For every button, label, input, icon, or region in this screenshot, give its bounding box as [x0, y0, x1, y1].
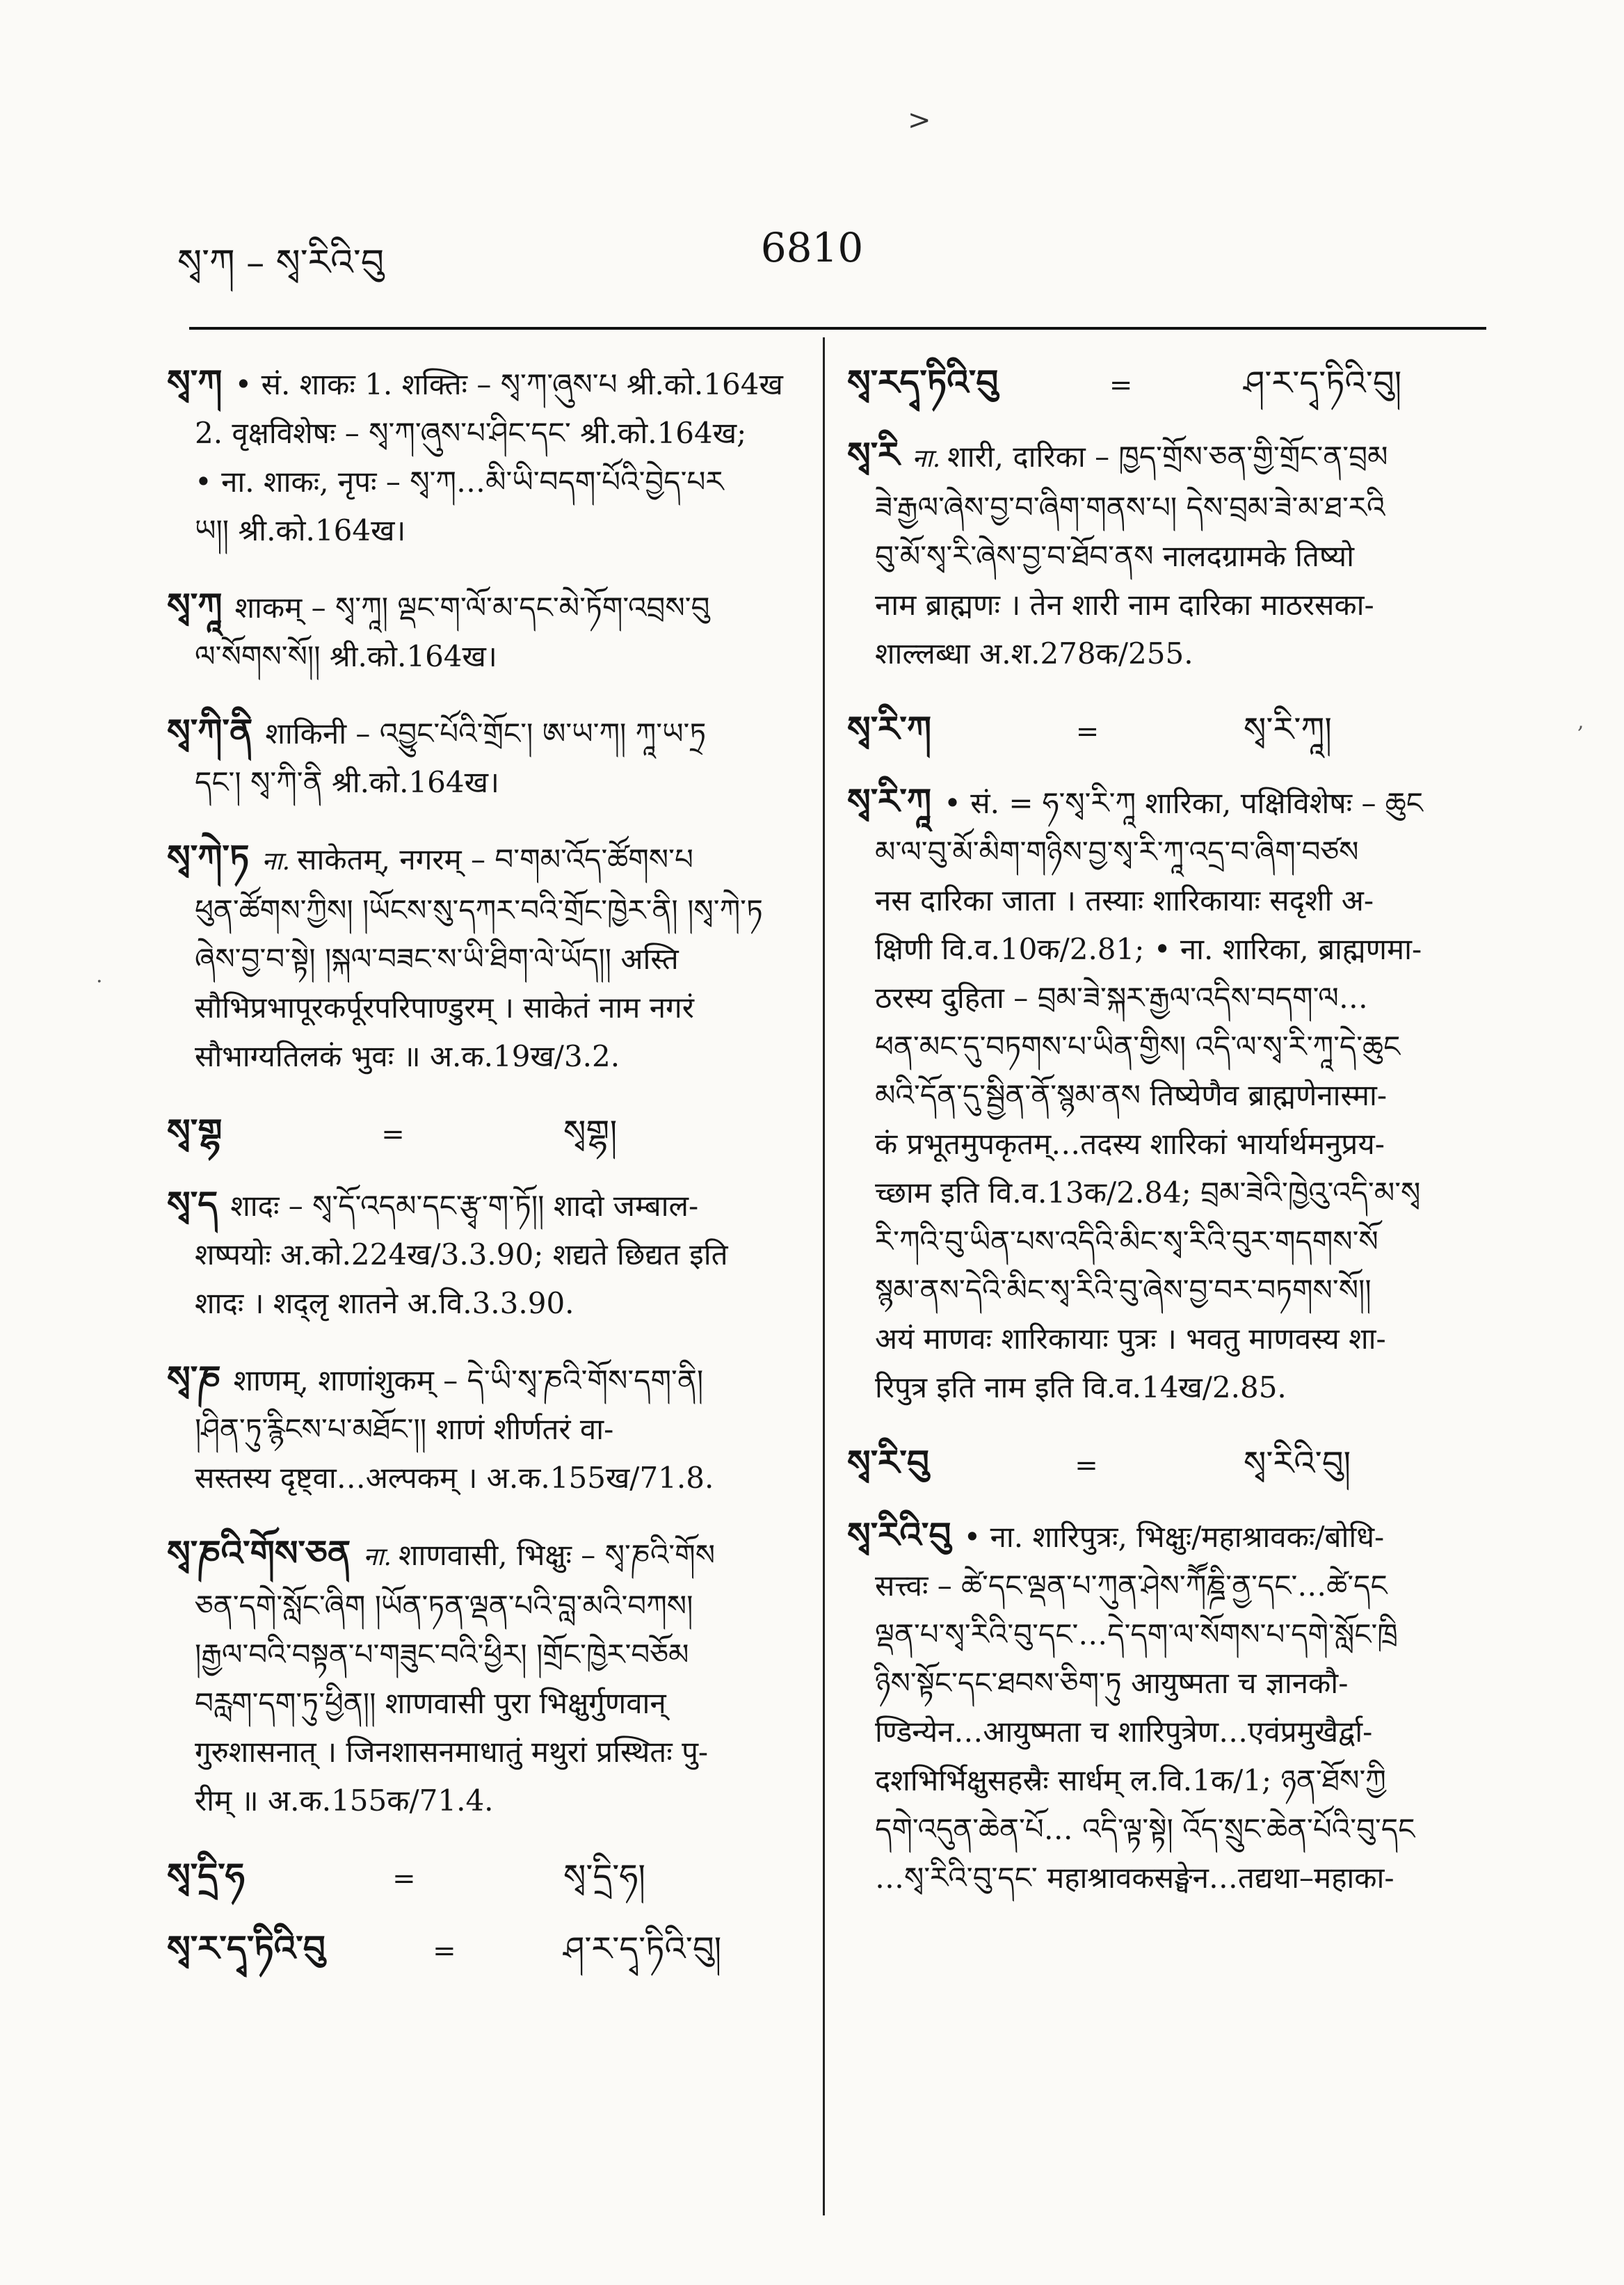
entry-line: ण्डिन्येन…आयुष्मता च शारिपुत्रेण…एवंप्रमुखैर्द्वा-: [875, 1715, 1373, 1749]
entry-line: सस्तस्य दृष्ट्वा…अल्पकम् । अ.क.155ख/71.8.: [195, 1461, 714, 1495]
entry-line: མའི་དོན་དུ་སྦྱིན་ནོ་སྙམ་ནས तिष्येणैव ब्राह्मणेनास्मा-: [875, 1078, 1388, 1112]
column-divider: [823, 337, 825, 2215]
headword: སྭ་རི: [847, 434, 900, 475]
entry-line: རི་ཀའི་བུ་ཡིན་པས་འདིའི་མིང་སྭ་རིའི་བུར་གདགས་སོ: [875, 1224, 1378, 1258]
headword: སྭ་ཀི་ནི: [167, 711, 253, 752]
headword: སྭ་གྷ: [167, 1111, 223, 1152]
entry-line: सत्त्वः – ཚེ་དང་ལྡན་པ་ཀུན་ཤེས་ཀཽཎྜི་ནྱ་དང་…ཚེ་དང: [875, 1569, 1388, 1603]
entry-line: 2. वृक्षविशेषः – སྭ་ཀ་ཞུས་པ་ཤིང་དང་ श्री.को.164ख;: [195, 416, 747, 450]
entry-line: नाम ब्राह्मणः । तेन शारी नाम दारिका माठरसका-: [875, 588, 1374, 622]
equals-sign: =: [381, 1119, 405, 1150]
entry-line: शादः । शद्लृ शातने अ.वि.3.3.90.: [195, 1286, 574, 1320]
reference-target: སྭ་དྲི་ཧ།: [563, 1857, 645, 1896]
entry-line: सौभिप्रभापूरकर्पूरपरिपाण्डुरम् । साकेतं नाम नगरं: [195, 991, 694, 1025]
entry-line: दशभिर्भिक्षुसहस्रैः सार्धम् ल.वि.1क/1; ཉན་ཐོས་ཀྱི: [875, 1763, 1386, 1797]
part-of-speech: ना.: [912, 444, 941, 473]
headword: སྭ་ཀ: [167, 362, 223, 403]
entry-line: …སྭ་རིའི་བུ་དང་ महाश्रावकसङ्घेन…तद्यथा–महाका-: [875, 1861, 1394, 1895]
equals-sign: =: [433, 1935, 456, 1967]
entry-text: साकेतम्, नगरम् – བ་གམ་འོད་ཚོགས་པ: [297, 842, 693, 876]
part-of-speech: ना.: [363, 1543, 392, 1571]
cross-reference: [167, 1107, 793, 1159]
dictionary-entry: [847, 431, 1473, 678]
reference-target: སྭ་རི་ཀཱ།: [1244, 710, 1332, 749]
entry-text: शाकिनी – འབྱུང་པོའི་གྲོང་། ཨ་ཡ་ཀ། ཀཱ་ཡ་ཏྲ: [265, 716, 707, 751]
entry-line: कं प्रभूतमुपकृतम्…तदस्य शारिकां भार्यार्थमनुप्रय-: [875, 1127, 1385, 1161]
entry-line: रिपुत्र इति नाम इति वि.व.14ख/2.85.: [875, 1370, 1287, 1404]
headword: སྭ་དྲི་ཧ: [167, 1855, 245, 1896]
headword: སྭ་ར་དྭ་ཏིའི་བུ: [167, 1927, 325, 1969]
cross-reference: [847, 1438, 1473, 1490]
headword: སྭ་ཀཱ: [167, 585, 223, 626]
headword: སྭ་ད: [167, 1183, 218, 1224]
entry-line: • ना. शाकः, नृपः – སྭ་ཀ…མི་ཡི་བདག་པོའི་བྱེད་པར: [195, 465, 724, 499]
dictionary-entry: [167, 1529, 793, 1825]
dictionary-entry: [167, 1180, 793, 1328]
entry-line: སྙམ་ནས་དེའི་མིང་སྭ་རིའི་བུ་ཞེས་བྱ་བར་བཏགས་སོ།།: [875, 1273, 1372, 1307]
entry-line: अयं माणवः शारिकायाः पुत्रः । भवतु माणवस्य शा-: [875, 1322, 1386, 1356]
headword: སྭ་ཎ: [167, 1358, 221, 1399]
headword: སྭ་རིའི་བུ: [847, 1514, 951, 1555]
cross-reference: [847, 705, 1473, 756]
entry-text: शाकम् – སྭ་ཀཱ། ལྡང་ག་ལོ་མ་དང་མེ་ཏོག་འབྲས་བུ: [234, 591, 710, 625]
entry-text: शारी, दारिका – ཁྱད་གྲོས་ཅན་གྱི་གྲོང་ན་བྲམ: [947, 440, 1388, 474]
entry-line: रीम् ॥ अ.क.155क/71.4.: [195, 1783, 494, 1818]
page-number: 6810: [760, 224, 864, 271]
dictionary-entry: [847, 1511, 1473, 1902]
headword: སྭ་རི་བུ: [847, 1442, 929, 1483]
entry-line: ठरस्य दुहिता – བྲམ་ཟེ་སྐར་རྒྱལ་འདིས་བདག་ལ…: [875, 981, 1368, 1015]
entry-line: ཡ།། श्री.को.164ख।: [195, 513, 406, 547]
equals-sign: =: [1075, 1450, 1098, 1482]
entry-line: च्छाम इति वि.व.13क/2.84; བྲམ་ཟེའི་ཁྱེའུ་འདི་མ་སྭ: [875, 1176, 1421, 1210]
headword: སྭ་རི་ཀ: [847, 708, 932, 749]
headword: སྭ་ཎའི་གོས་ཅན: [167, 1532, 351, 1573]
entry-line: བརླག་དག་ཏུ་ཕྱིན།། शाणवासी पुरा भिक्षुर्गुणवान्: [195, 1686, 666, 1720]
entry-line: ཞེས་བྱ་བ་སྟེ། །སྐལ་བཟང་ས་ཡི་ཐིག་ལེ་ཡོད།། अस्ति: [195, 942, 679, 976]
entry-line: शष्पयोः अ.को.224ख/3.3.90; शद्यते छिद्यत इति: [195, 1237, 728, 1272]
entry-line: नस दारिका जाता । तस्याः शारिकायाः सदृशी अ-: [875, 883, 1374, 917]
reference-target: ཤ་ར་དྭ་ཏིའི་བུ།: [1243, 364, 1402, 403]
equals-sign: =: [392, 1863, 416, 1895]
entry-line: །རྒྱལ་བའི་བསྟན་པ་གཟུང་བའི་ཕྱིར། །གྲོང་ཁྱེར་བཅོམ: [195, 1637, 689, 1671]
header-range: སྭ་ཀ – སྭ་རིའི་བུ: [177, 242, 385, 284]
cross-reference: [167, 1924, 793, 1975]
entry-line: शाल्लब्धा अ.श.278क/255.: [875, 636, 1193, 671]
header-rule: [189, 327, 1486, 330]
entry-line: དང་། སྭ་ཀི་ནི श्री.को.164ख।: [195, 765, 499, 799]
part-of-speech: ना.: [262, 847, 291, 876]
entry-text: शादः – སྭ་དོ་འདམ་དང་རྩྭ་ག་ཏོ།། शादो जम्बाल-: [230, 1189, 699, 1223]
headword: སྭ་རི་ཀཱ: [847, 780, 932, 821]
dictionary-entry: [167, 833, 793, 1081]
cross-reference: [847, 358, 1473, 410]
entry-text: • ना. शारिपुत्रः, भिक्षुः/महाश्रावकः/बोधि-: [963, 1520, 1385, 1554]
entry-text: शाणवासी, भिक्षुः – སྭ་ཎའི་གོས: [398, 1538, 716, 1572]
headword: སྭ་ཀེ་ཏ: [167, 837, 250, 878]
reference-target: སྭ་རིའི་བུ།: [1244, 1444, 1351, 1483]
entry-line: गुरुशासनात् । जिनशासनमाधातुं मथुरां प्रस्थितः पु-: [195, 1735, 709, 1769]
equals-sign: =: [1075, 716, 1100, 748]
entry-line: མ་ལ་བུ་མོ་མིག་གཉིས་བྱ་སྭ་རི་ཀཱ་འདྲ་བ་ཞིག་བཙས: [875, 835, 1359, 869]
dictionary-entry: [167, 707, 793, 807]
entry-text: • सं. = ཧ་སྭ་རི་ཀཱ शारिका, पक्षिविशेषः – ཆུང: [944, 786, 1423, 820]
page-mark: >: [908, 104, 931, 136]
cross-reference: [167, 1852, 793, 1903]
stray-mark: ,: [1577, 709, 1584, 734]
entry-line: ཕུན་ཚོགས་ཀྱིས། །ཡོངས་སུ་དཀར་བའི་གྲོང་ཁྱེར་ནི། །སྭ་ཀེ་ཏ: [195, 893, 763, 927]
dictionary-entry: [167, 1354, 793, 1502]
entry-line: ཟེ་རྒྱལ་ཞེས་བྱ་བ་ཞིག་གནས་པ། དེས་བྲམ་ཟེ་མ་ཐ་རའི: [875, 490, 1385, 524]
entry-text: • सं. शाकः 1. शक्तिः – སྭ་ཀ་ཞུས་པ श्री.को.164ख: [234, 367, 783, 401]
headword: སྭ་རདྭ་ཏིའི་བུ: [847, 362, 999, 403]
entry-line: सौभाग्यतिलकं भुवः ॥ अ.क.19ख/3.2.: [195, 1039, 620, 1073]
dictionary-entry: [167, 358, 793, 555]
stray-mark: .: [96, 963, 103, 988]
entry-line: ལྡན་པ་སྭ་རིའི་བུ་དང་…དེ་དག་ལ་སོགས་པ་དགེ་སློང་ཁྲི: [875, 1617, 1398, 1651]
dictionary-entry: [167, 582, 793, 681]
entry-line: དགེ་འདུན་ཆེན་པོ… འདི་ལྟ་སྟེ། འོད་སྲུང་ཆེན་པོའི་བུ་དང: [875, 1812, 1415, 1846]
entry-line: །ཤིན་ཏུ་རྙིངས་པ་མཐོང་།། शाणं शीर्णतरं वा-: [195, 1412, 614, 1446]
right-column: [847, 358, 1473, 1929]
entry-line: ཕན་མང་དུ་བཏགས་པ་ཡིན་གྱིས། འདི་ལ་སྭ་རི་ཀཱ་དེ་ཆུང: [875, 1029, 1401, 1064]
entry-line: क्षिणी वि.व.10क/2.81; • ना. शारिका, ब्राह्मणमा-: [875, 932, 1422, 966]
entry-line: ཉིས་སྟོང་དང་ཐབས་ཅིག་ཏུ आयुष्मता च ज्ञानकौ-: [875, 1666, 1349, 1700]
dictionary-entry: [847, 777, 1473, 1412]
entry-line: ལ་སོགས་སོ།། श्री.को.164ख।: [195, 639, 497, 673]
reference-target: སྭགྷ།: [563, 1113, 618, 1152]
entry-text: शाणम्, शाणांशुकम् – དེ་ཡི་སྭ་ཎའི་གོས་དག་ནི།: [233, 1363, 704, 1397]
equals-sign: =: [1109, 369, 1133, 401]
entry-line: བུ་མོ་སྭ་རི་ཞེས་བྱ་བ་ཐོབ་ནས नालदग्रामके तिष्यो: [875, 539, 1355, 573]
left-column: [167, 358, 793, 1996]
page-header: [177, 223, 1447, 285]
reference-target: ཤ་ར་དྭ་ཏིའི་བུ།: [563, 1930, 722, 1969]
entry-line: ཅན་དགེ་སློང་ཞིག །ཡོན་ཏན་ལྡན་པའི་བླ་མའི་བཀས།: [195, 1589, 693, 1623]
